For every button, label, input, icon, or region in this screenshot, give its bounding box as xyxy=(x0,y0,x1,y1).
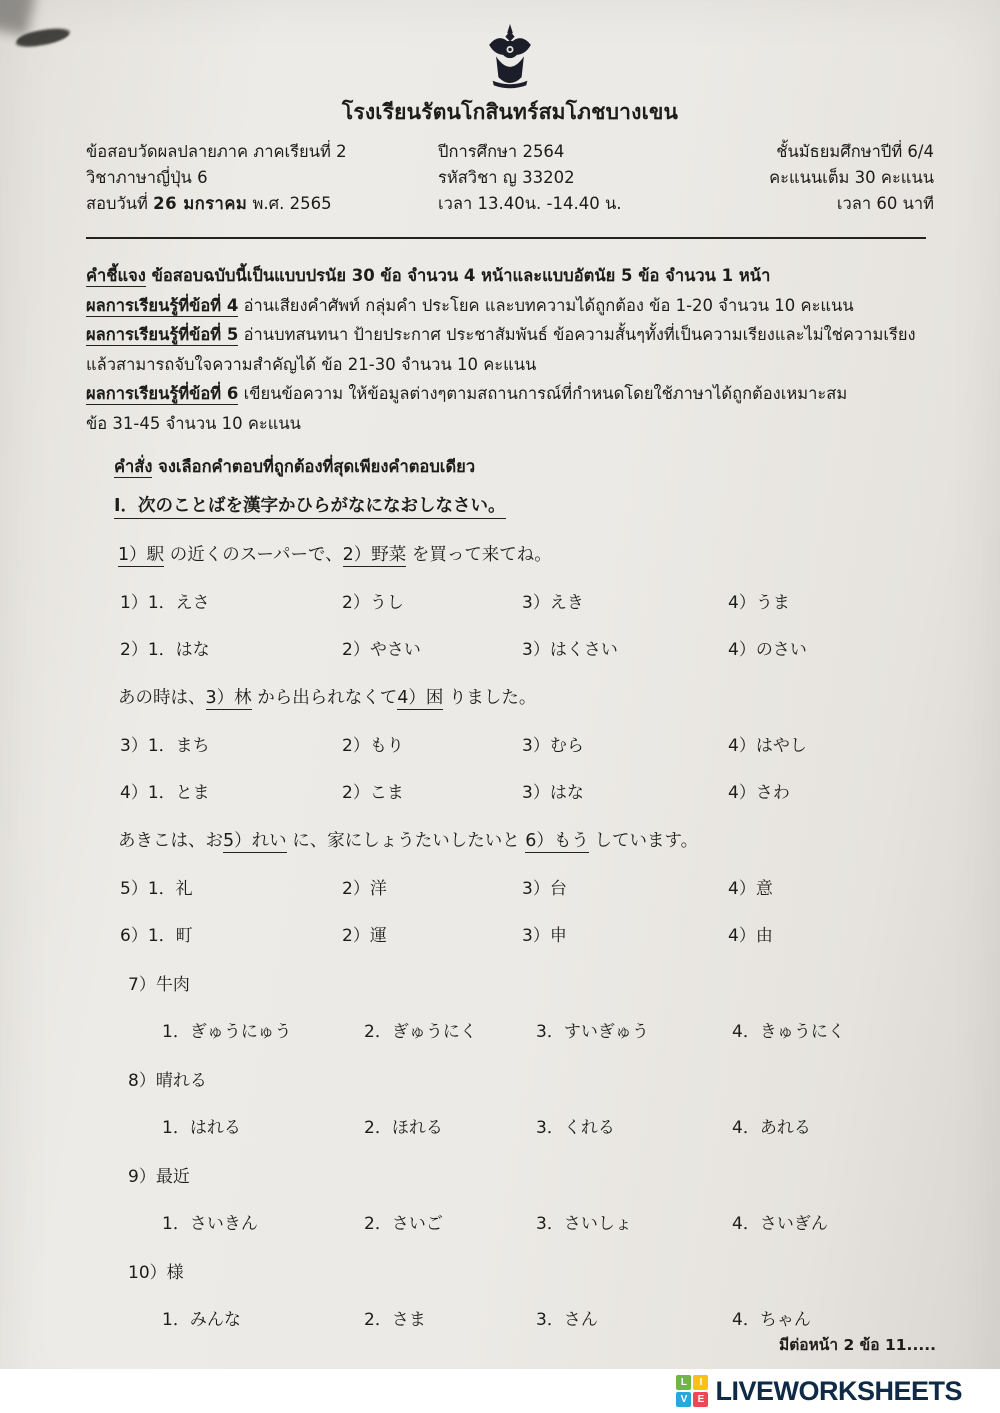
question-1-options xyxy=(120,588,934,613)
option-cell[interactable]: 1．はれる xyxy=(162,1118,241,1138)
option-cell[interactable]: 4）はやし xyxy=(728,736,807,756)
blank-2: 2）野菜 xyxy=(342,545,407,565)
sentence-text: を買って来てね。 xyxy=(406,545,552,565)
option-cell[interactable]: 2）洋 xyxy=(342,879,387,899)
option-cell[interactable]: 3）台 xyxy=(522,879,567,899)
header-center-column xyxy=(438,139,730,217)
instructions-block xyxy=(86,261,934,438)
question-7-options xyxy=(162,1017,934,1042)
option-cell[interactable]: 4．きゅうにく xyxy=(732,1022,845,1042)
option-cell[interactable]: 3．くれる xyxy=(536,1118,615,1138)
question-8-options xyxy=(162,1113,934,1138)
liveworksheets-logo[interactable] xyxy=(676,1375,962,1407)
instruction-line xyxy=(86,320,934,379)
option-cell[interactable]: 2）運 xyxy=(342,926,387,946)
question-8-heading: 8）晴れる xyxy=(128,1071,207,1091)
sentence-text: しています。 xyxy=(588,831,699,851)
exam-type-line: ข้อสอบวัดผลปลายภาค ภาคเรียนที่ 2 xyxy=(86,142,347,161)
question-5-options xyxy=(120,874,934,899)
instruction-line xyxy=(86,291,934,321)
option-cell[interactable]: 6）1．町 xyxy=(120,926,193,946)
liveworksheets-bar xyxy=(0,1369,1000,1413)
option-cell[interactable]: 5）1．礼 xyxy=(120,879,193,899)
sentence-text: の近くのスーパーで、 xyxy=(164,545,343,565)
exam-date-line xyxy=(86,191,438,217)
logo-square-i: I xyxy=(693,1375,708,1390)
grade-level-line: ชั้นมัธยมศึกษาปีที่ 6/4 xyxy=(776,142,934,161)
school-crest-icon xyxy=(481,24,539,90)
learning-outcome-4-text: อ่านเสียงคำศัพท์ กลุ่มคำ ประโยค และบทความได้ถูกต้อง ข้อ 1-20 จำนวน 10 คะแนน xyxy=(238,295,854,315)
option-cell[interactable]: 4）さわ xyxy=(728,783,790,803)
command-line xyxy=(114,454,934,480)
course-code-line: รหัสวิชา ญ 33202 xyxy=(438,168,575,187)
school-name: โรงเรียนรัตนโกสินทร์สมโภชบางเขน xyxy=(341,100,679,124)
sentence-text: あきこは、お xyxy=(118,831,223,851)
question-10-options xyxy=(162,1305,934,1330)
option-cell[interactable]: 4）うま xyxy=(728,593,790,613)
learning-outcome-5-label: ผลการเรียนรู้ที่ข้อที่ 5 xyxy=(86,325,239,344)
command-label: คำสั่ง xyxy=(114,457,153,476)
option-cell[interactable]: 2）こま xyxy=(342,783,404,803)
learning-outcome-4-label: ผลการเรียนรู้ที่ข้อที่ 4 xyxy=(86,295,239,315)
sentence-q1-q2 xyxy=(118,541,934,566)
learning-outcome-5-text: อ่านบทสนทนา ป้ายประกาศ ประชาสัมพันธ์ ข้อความสั้นๆทั้งที่เป็นความเรียงและไม่ใช่ความเรียงแล้วสามารถจับใจความสำคัญได้ ข้อ 21-30 จำนวน 10 คะแนน xyxy=(86,325,916,374)
instruction-text: ข้อสอบฉบับนี้เป็นแบบปรนัย 30 ข้อ จำนวน 4 หน้าและแบบอัตนัย 5 ข้อ จำนวน 1 หน้า xyxy=(145,266,771,285)
question-9-heading: 9）最近 xyxy=(128,1167,190,1187)
sentence-text: あの時は、 xyxy=(118,688,206,708)
option-cell[interactable]: 1．さいきん xyxy=(162,1214,258,1234)
date-suffix: พ.ศ. 2565 xyxy=(247,194,332,213)
instruction-label: คำชี้แจง xyxy=(86,266,146,285)
header-divider xyxy=(86,237,926,239)
sentence-q5-q6 xyxy=(118,827,934,852)
option-cell[interactable]: 4．ちゃん xyxy=(732,1310,811,1330)
option-cell[interactable]: 3）えき xyxy=(522,593,584,613)
option-cell[interactable]: 3）申 xyxy=(522,926,567,946)
header-right-column xyxy=(730,139,934,217)
sentence-text: りました。 xyxy=(443,688,537,708)
sentence-q3-q4 xyxy=(118,684,934,709)
section1-heading: I．次のことばを漢字かひらがなになおしなさい。 xyxy=(114,492,934,517)
instruction-line xyxy=(86,379,934,409)
question-2-options xyxy=(120,635,934,660)
subject-line: วิชาภาษาญี่ปุ่น 6 xyxy=(86,168,208,187)
date-stamp: 26 มกราคม xyxy=(153,194,248,213)
question-6-options xyxy=(120,921,934,946)
continue-note: มีต่อหน้า 2 ข้อ 11..... xyxy=(779,1336,936,1354)
option-cell[interactable]: 4）意 xyxy=(728,879,773,899)
exam-header-grid xyxy=(86,139,934,217)
option-cell[interactable]: 2）もり xyxy=(342,736,404,756)
academic-year-line: ปีการศึกษา 2564 xyxy=(438,142,565,161)
date-prefix: สอบวันที่ xyxy=(86,194,154,213)
option-cell[interactable]: 2．さま xyxy=(364,1310,426,1330)
learning-outcome-6-label: ผลการเรียนรู้ที่ข้อที่ 6 xyxy=(86,384,239,403)
option-cell[interactable]: 2）1．はな xyxy=(120,640,210,660)
option-cell[interactable]: 4）1．とま xyxy=(120,783,210,803)
question-3-options xyxy=(120,731,934,756)
option-cell[interactable]: 3．さん xyxy=(536,1310,598,1330)
blank-4: 4）困 xyxy=(397,688,444,708)
option-cell[interactable]: 2）うし xyxy=(342,593,404,613)
option-cell[interactable]: 3）1．まち xyxy=(120,736,210,756)
logo-square-v: V xyxy=(676,1392,691,1407)
question-7-heading: 7）牛肉 xyxy=(128,975,190,995)
blank-1: 1）駅 xyxy=(118,545,165,565)
option-cell[interactable]: 3）はくさい xyxy=(522,640,618,660)
command-text: จงเลือกคำตอบที่ถูกต้องที่สุดเพียงคำตอบเดียว xyxy=(152,457,476,476)
liveworksheets-logo-icon xyxy=(676,1375,708,1407)
exam-time-line: เวลา 13.40น. -14.40 น. xyxy=(438,194,622,213)
option-cell[interactable]: 1．ぎゅうにゅう xyxy=(162,1022,292,1042)
sentence-text: から出られなくて xyxy=(251,688,398,708)
option-cell[interactable]: 2．ほれる xyxy=(364,1118,443,1138)
option-cell[interactable]: 4．あれる xyxy=(732,1118,811,1138)
option-cell[interactable]: 2．ぎゅうにく xyxy=(364,1022,477,1042)
instruction-line: ข้อ 31-45 จำนวน 10 คะแนน xyxy=(86,413,301,433)
crest-container xyxy=(86,24,934,94)
option-cell[interactable]: 2）やさい xyxy=(342,640,421,660)
logo-square-l: L xyxy=(676,1375,691,1390)
instruction-line xyxy=(86,261,934,291)
question-9-options xyxy=(162,1209,934,1234)
option-cell[interactable]: 4）のさい xyxy=(728,640,807,660)
option-cell[interactable]: 4．さいぎん xyxy=(732,1214,828,1234)
question-4-options xyxy=(120,778,934,803)
option-cell[interactable]: 3）はな xyxy=(522,783,584,803)
option-cell[interactable]: 3．さいしょ xyxy=(536,1214,632,1234)
logo-square-e: E xyxy=(693,1392,708,1407)
option-cell[interactable]: 2．さいご xyxy=(364,1214,443,1234)
question-10-heading: 10）様 xyxy=(128,1263,184,1283)
option-cell[interactable]: 4）由 xyxy=(728,926,773,946)
option-cell[interactable]: 3）むら xyxy=(522,736,584,756)
option-cell[interactable]: 1．みんな xyxy=(162,1310,241,1330)
duration-line: เวลา 60 นาที xyxy=(836,194,934,213)
blank-6: 6）もう xyxy=(525,831,589,851)
liveworksheets-wordmark: LIVEWORKSHEETS xyxy=(715,1375,962,1406)
option-cell[interactable]: 1）1．えさ xyxy=(120,593,210,613)
total-score-line: คะแนนเต็ม 30 คะแนน xyxy=(769,168,934,187)
learning-outcome-6-text: เขียนข้อความ ให้ข้อมูลต่างๆตามสถานการณ์ที่กำหนดโดยใช้ภาษาได้ถูกต้องเหมาะสม xyxy=(238,384,848,403)
blank-3: 3）林 xyxy=(205,688,252,708)
header-left-column xyxy=(86,139,438,217)
blank-5: 5）れい xyxy=(223,831,287,851)
option-cell[interactable]: 3．すいぎゅう xyxy=(536,1022,649,1042)
sentence-text: に、家にしょうたいしたいと xyxy=(286,831,526,851)
